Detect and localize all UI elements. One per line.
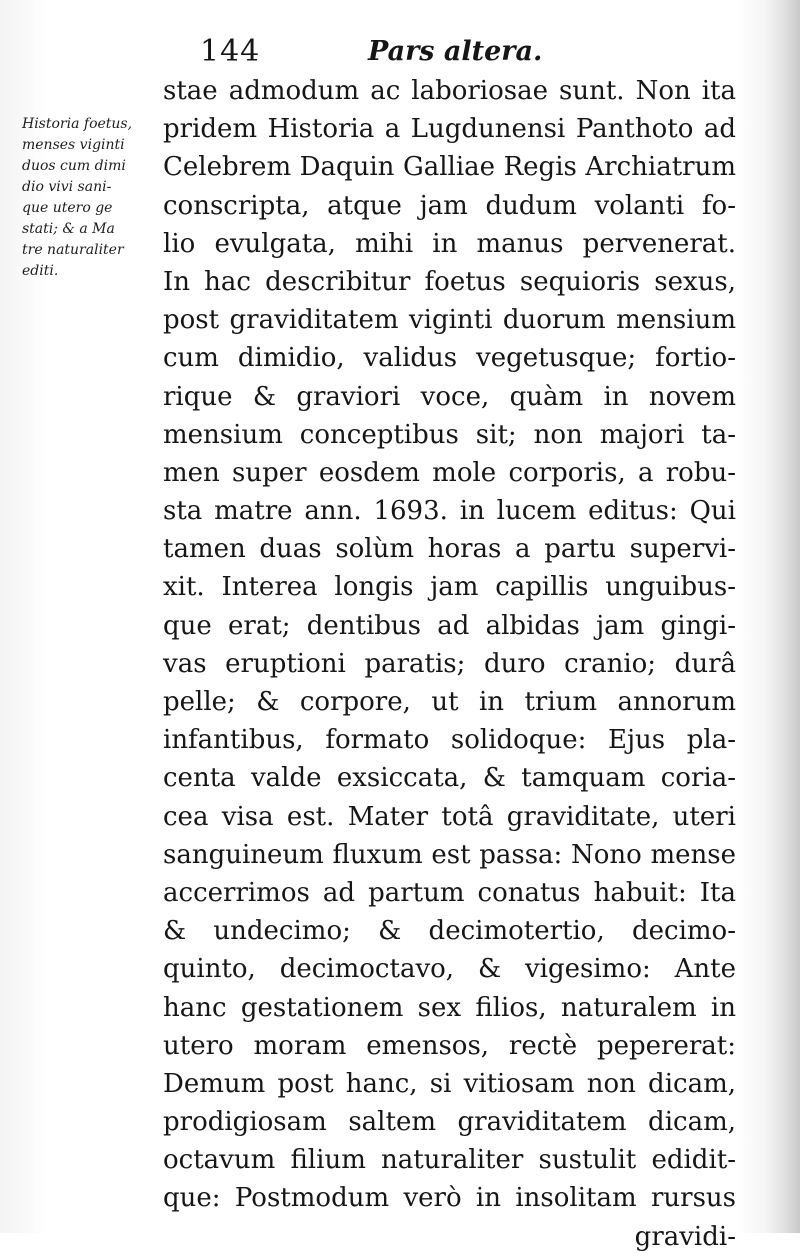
text-line: que erat; dentibus ad albidas jam gingi-: [163, 610, 736, 641]
margin-note-line: tre naturaliter: [22, 242, 124, 258]
text-line: tamen duas solùm horas a partu supervi-: [163, 534, 736, 565]
text-line: que: Postmodum verò in insolitam rursus: [163, 1183, 736, 1214]
text-line: sanguineum fluxum est passa: Nono mense: [163, 839, 736, 870]
text-line: conscripta, atque jam dudum volanti fo-: [163, 190, 736, 221]
text-line: rique & graviori voce, quàm in novem: [163, 381, 736, 412]
text-line: infantibus, formato solidoque: Ejus pla-: [163, 725, 736, 756]
page-number: 144: [200, 34, 261, 69]
body-text: [163, 72, 736, 1256]
text-line: accerrimos ad partum conatus habuit: Ita: [163, 877, 736, 908]
text-line: utero moram emensos, rectè pepererat:: [163, 1030, 736, 1061]
text-line: lio evulgata, mihi in manus pervenerat.: [163, 228, 736, 259]
text-line: stae admodum ac laboriosae sunt. Non ita: [163, 76, 736, 106]
margin-note-line: editi.: [22, 263, 59, 279]
text-line: men super eosdem mole corporis, a robu-: [163, 457, 736, 488]
margin-note-line: dio vivi sani-: [22, 179, 112, 195]
text-line: centa valde exsiccata, & tamquam coria-: [163, 763, 736, 794]
text-line: & undecimo; & decimotertio, decimo-: [163, 916, 736, 947]
marginal-note: [22, 114, 154, 282]
text-line: sta matre ann. 1693. in lucem editus: Qui: [163, 496, 736, 527]
running-header: [200, 30, 630, 74]
text-line: pelle; & corpore, ut in trium annorum: [163, 687, 736, 717]
text-line: Demum post hanc, si vitiosam non dicam,: [163, 1068, 736, 1099]
margin-note-line: stati; & a Ma: [22, 221, 115, 237]
text-line: Celebrem Daquin Galliae Regis Archiatrum: [163, 152, 736, 183]
text-line: cea visa est. Mater totâ graviditate, uteri: [163, 801, 736, 832]
text-line: quinto, decimoctavo, & vigesimo: Ante: [163, 954, 736, 985]
text-line: mensium conceptibus sit; non majori ta-: [163, 419, 736, 450]
margin-note-line: que utero ge: [22, 200, 113, 216]
text-line: hanc gestationem sex filios, naturalem in: [163, 992, 736, 1023]
text-line: post graviditatem viginti duorum mensium: [163, 305, 736, 336]
text-line: octavum filium naturaliter sustulit edidit-: [163, 1145, 736, 1176]
text-line: In hac describitur foetus sequioris sexus,: [163, 266, 736, 297]
margin-note-line: duos cum dimi: [22, 158, 126, 174]
text-line: pridem Historia a Lugdunensi Panthoto ad: [163, 114, 736, 145]
catchword: gravidi-: [634, 1221, 736, 1252]
text-line: prodigiosam saltem graviditatem dicam,: [163, 1107, 736, 1138]
running-title: Pars altera.: [368, 36, 543, 67]
page-edge-shadow: [766, 0, 800, 1233]
text-line: cum dimidio, validus vegetusque; fortio-: [163, 343, 736, 374]
margin-note-line: Historia foetus,: [22, 116, 133, 132]
text-line: vas eruptioni paratis; duro cranio; durâ: [163, 648, 736, 679]
text-line: xit. Interea longis jam capillis unguibus-: [163, 572, 736, 603]
margin-note-line: menses viginti: [22, 137, 125, 153]
